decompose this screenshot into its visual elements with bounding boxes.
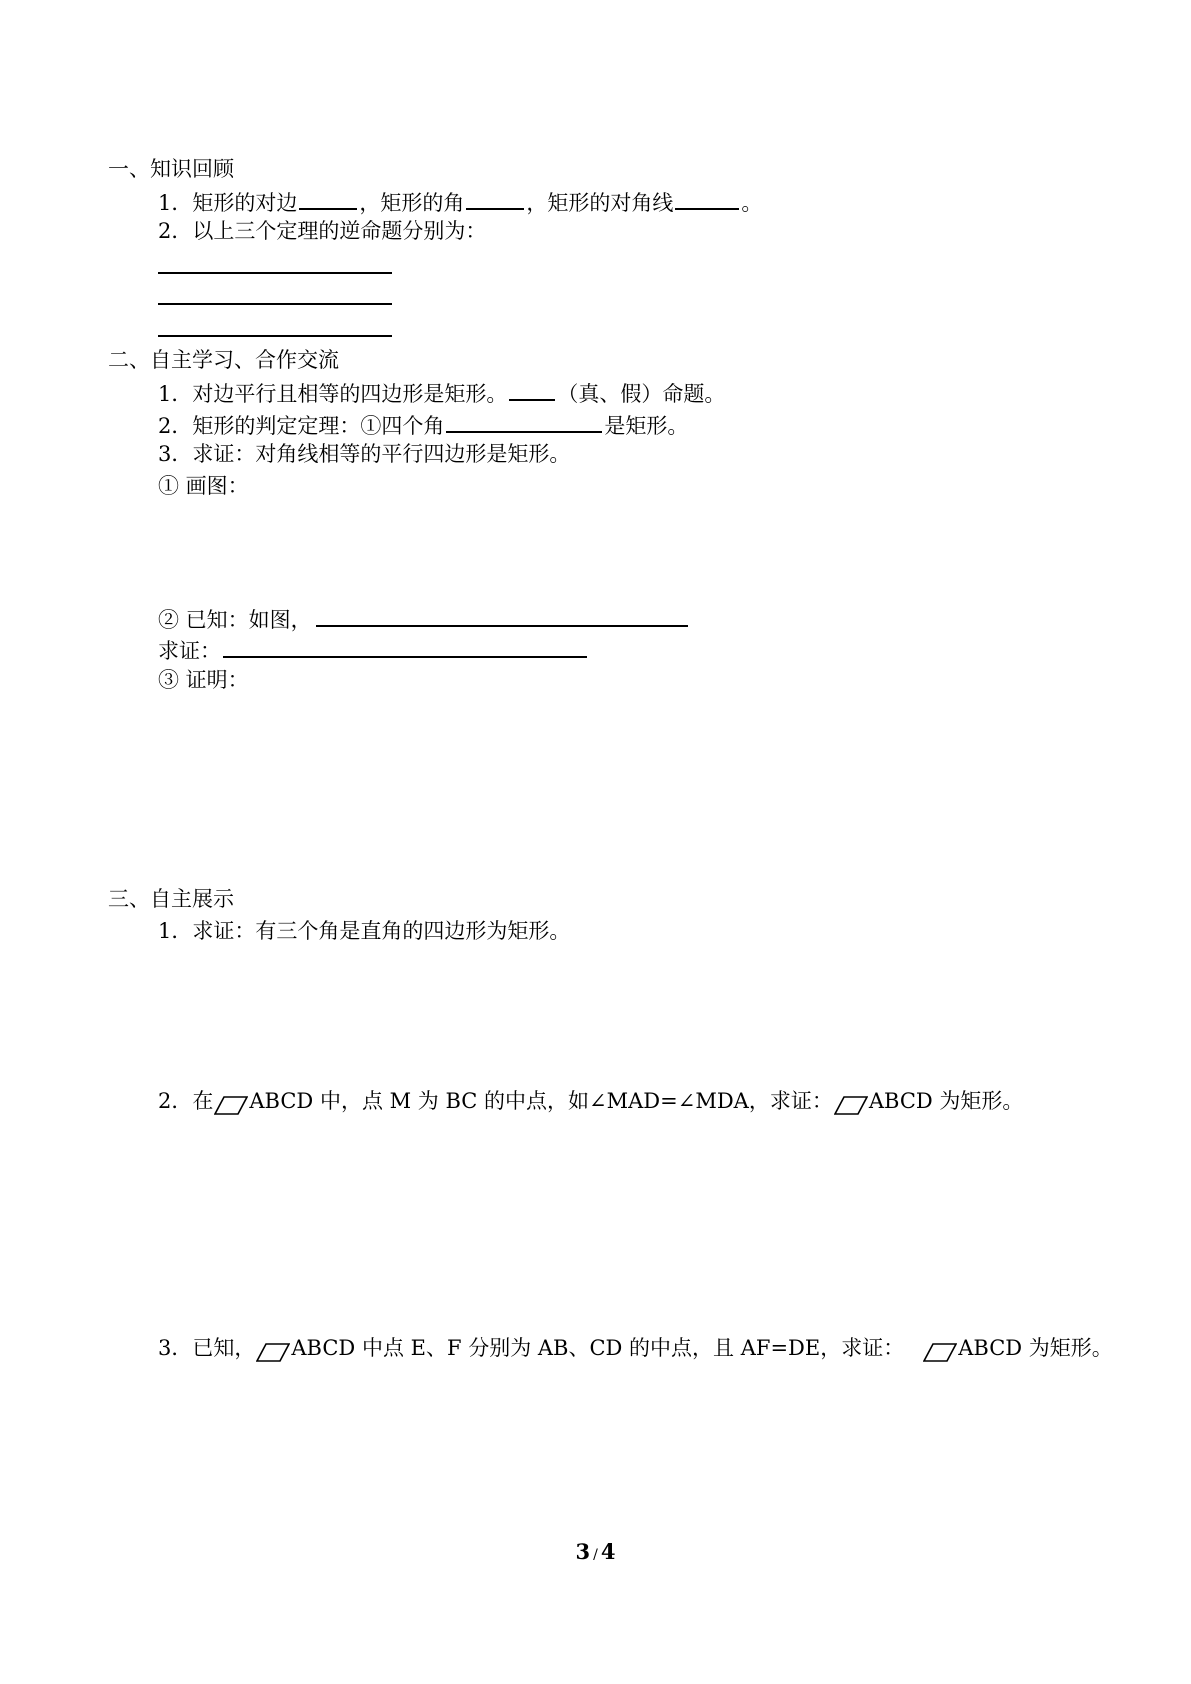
question-text: 矩形的对边: [192, 191, 298, 215]
section-title-study: 二、自主学习、合作交流: [108, 348, 339, 372]
question-text: ABCD 为矩形。: [868, 1089, 1024, 1113]
prove-label: 求证：: [158, 639, 221, 663]
question-text: 在: [192, 1089, 214, 1113]
show-question-2: [158, 1087, 1023, 1115]
section-title-show: 三、自主展示: [108, 887, 234, 911]
draw-step-label: ① 画图：: [158, 474, 249, 498]
question-number: 3．: [158, 442, 193, 466]
question-text: 已知，: [192, 1336, 256, 1360]
answer-line-converse-3[interactable]: [158, 335, 392, 337]
answer-line-prove[interactable]: [223, 634, 587, 658]
proof-step-label: ③ 证明：: [158, 668, 249, 692]
study-question-2: [158, 409, 688, 437]
question-text: 求证：对角线相等的平行四边形是矩形。: [192, 442, 571, 466]
parallelogram-icon: [834, 1094, 868, 1116]
question-number: 2．: [158, 414, 193, 438]
parallelogram-icon: [923, 1341, 957, 1363]
question-text: 对边平行且相等的四边形是矩形。: [192, 382, 508, 406]
answer-blank-diagonals[interactable]: [675, 186, 739, 210]
question-number: 1．: [158, 382, 193, 406]
review-question-1: [158, 186, 762, 214]
question-number: 2．: [158, 1089, 193, 1113]
show-question-1: [158, 917, 570, 945]
question-text: 是矩形。: [604, 414, 689, 438]
current-page: 3: [575, 1539, 591, 1564]
question-text: ，矩形的对角线: [526, 191, 674, 215]
answer-line-given[interactable]: [316, 603, 688, 627]
question-text: 。: [741, 191, 763, 215]
parallelogram-icon: [256, 1341, 290, 1363]
answer-blank-angles[interactable]: [466, 186, 524, 210]
question-number: 2．: [158, 219, 193, 243]
question-text: 求证：有三个角是直角的四边形为矩形。: [192, 919, 571, 943]
page-separator: /: [593, 1547, 598, 1563]
study-question-3: [158, 440, 570, 468]
study-question-1: [158, 377, 725, 405]
review-question-2: [158, 217, 486, 245]
total-pages: 4: [600, 1539, 616, 1564]
question-text: （真、假）命题。: [557, 382, 726, 406]
given-label: ② 已知：如图，: [158, 608, 312, 632]
question-text: ，矩形的角: [359, 191, 465, 215]
answer-blank-four-angles[interactable]: [446, 409, 602, 433]
question-text: ABCD 中，点 M 为 BC 的中点，如∠MAD=∠MDA，求证：: [249, 1089, 833, 1113]
question-text: ABCD 为矩形。: [958, 1336, 1113, 1360]
question-text: 矩形的判定定理：①四个角: [192, 414, 445, 438]
page-number: [0, 1538, 1191, 1569]
answer-blank-true-false[interactable]: [509, 377, 555, 401]
answer-blank-opposite-sides[interactable]: [299, 186, 357, 210]
section-title-review: 一、知识回顾: [108, 157, 234, 181]
parallelogram-icon: [214, 1094, 248, 1116]
question-text: 以上三个定理的逆命题分别为：: [192, 219, 487, 243]
question-text: ABCD 中点 E、F 分别为 AB、CD 的中点，且 AF=DE，求证：: [291, 1336, 905, 1360]
answer-line-converse-1[interactable]: [158, 272, 392, 274]
question-number: 3．: [158, 1336, 193, 1360]
show-question-3: [158, 1334, 1113, 1362]
prove-step: [158, 634, 589, 662]
question-number: 1．: [158, 191, 193, 215]
answer-line-converse-2[interactable]: [158, 303, 392, 305]
question-number: 1．: [158, 919, 193, 943]
given-step: [158, 603, 690, 631]
